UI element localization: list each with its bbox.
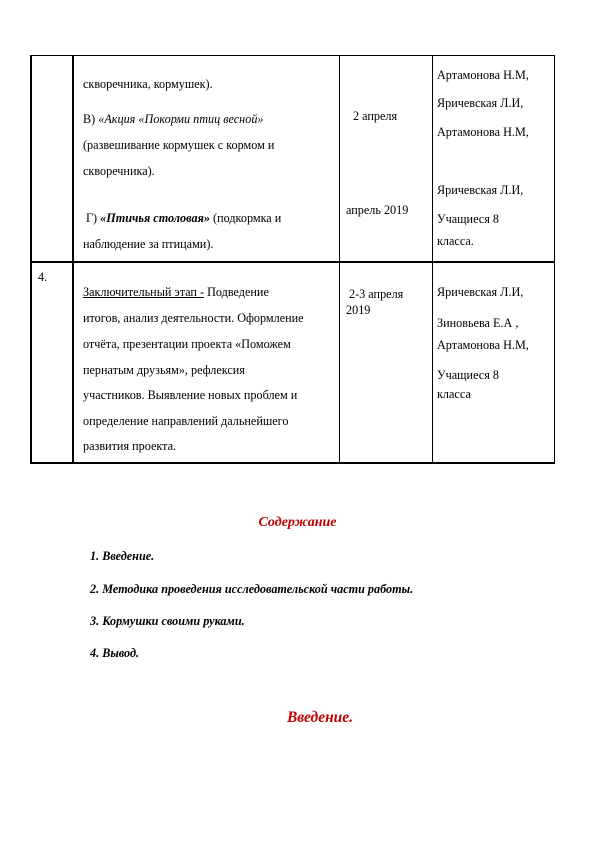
contents-title: Содержание [258, 515, 337, 530]
task-prefix: Г) [86, 211, 101, 225]
responsible-name: класса. [437, 234, 474, 248]
task-action-title: «Акция «Покорми птиц весной» [98, 112, 264, 126]
task-rest: (подкормка и [209, 211, 282, 225]
task-line: скворечника, кормушек). [83, 77, 213, 91]
task-line: наблюдение за птицами). [83, 237, 214, 251]
date-cell: 2019 [346, 303, 371, 317]
date-cell: 2-3 апреля [349, 287, 404, 301]
responsible-name: Артамонова Н.М, [437, 125, 529, 139]
task-prefix: В) [83, 112, 99, 126]
task-line [83, 106, 264, 132]
responsible-name: Яричевская Л.И, [437, 183, 524, 197]
responsible-name: Артамонова Н.М, [437, 338, 529, 352]
responsible-name: Зиновьева Е.А , [437, 316, 519, 330]
stage-line [83, 279, 269, 305]
date-cell: апрель 2019 [346, 203, 409, 217]
row-number: 4. [38, 270, 48, 284]
task-line [86, 205, 281, 231]
table-divider-1 [72, 55, 74, 464]
responsible-name: Учащиеся 8 [437, 368, 499, 382]
contents-item: 3. Кормушки своими руками. [90, 614, 245, 628]
task-line: (развешивание кормушек с кормом и [83, 138, 275, 152]
table-border-right [554, 55, 555, 464]
responsible-name: класса [437, 387, 471, 401]
responsible-name: Яричевская Л.И, [437, 285, 524, 299]
table-border-left [30, 55, 32, 464]
contents-item: 1. Введение. [90, 549, 155, 563]
table-border-bottom [30, 462, 555, 464]
contents-item: 4. Вывод. [90, 646, 140, 660]
stage-line: итогов, анализ деятельности. Оформление [83, 311, 304, 325]
task-action-title: «Птичья столовая» [100, 211, 210, 225]
table-divider-3 [432, 55, 433, 464]
stage-line: пернатым друзьям», рефлексия [83, 363, 245, 377]
intro-heading: Введение. [286, 709, 354, 726]
contents-item: 2. Методика проведения исследовательской части работы. [90, 582, 414, 596]
stage-line: участников. Выявление новых проблем и [83, 388, 298, 402]
table-row-separator [30, 261, 555, 263]
stage-rest: Подведение [204, 285, 269, 299]
task-line: скворечника). [83, 164, 155, 178]
stage-line: развития проекта. [83, 439, 177, 453]
date-cell: 2 апреля [353, 109, 398, 123]
responsible-name: Учащиеся 8 [437, 212, 499, 226]
table-border-top [30, 55, 555, 56]
responsible-name: Яричевская Л.И, [437, 96, 524, 110]
stage-line: определение направлений дальнейшего [83, 414, 289, 428]
stage-title: Заключительный этап - [83, 285, 205, 299]
stage-line: отчёта, презентации проекта «Поможем [83, 337, 291, 351]
table-divider-2 [339, 55, 340, 464]
responsible-name: Артамонова Н.М, [437, 68, 529, 82]
